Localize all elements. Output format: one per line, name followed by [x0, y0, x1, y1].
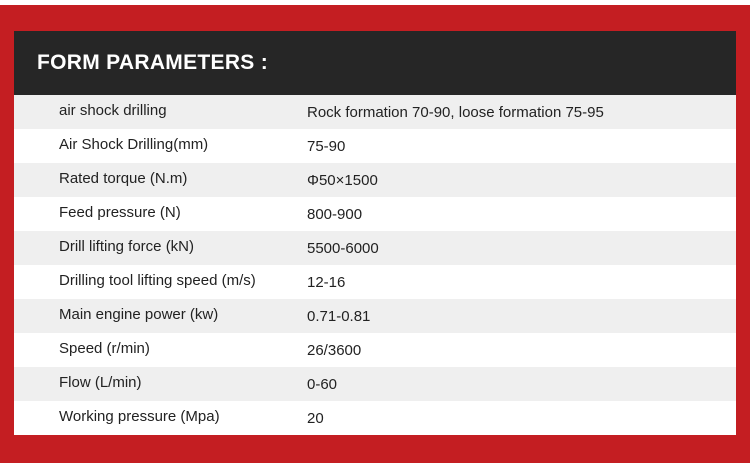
- row-label: Rated torque (N.m): [59, 169, 188, 187]
- table-row: [14, 401, 736, 435]
- row-value: 0-60: [307, 375, 338, 393]
- row-label: air shock drilling: [59, 101, 167, 119]
- table-row: [14, 197, 736, 231]
- table-row: [14, 129, 736, 163]
- table-row: [14, 299, 736, 333]
- table-header: [14, 31, 736, 95]
- parameters-table: [14, 95, 736, 435]
- row-value: 75-90: [307, 137, 346, 155]
- row-label: Flow (L/min): [59, 373, 142, 391]
- row-value: 800-900: [307, 205, 363, 223]
- row-value: 26/3600: [307, 341, 362, 359]
- row-label: Air Shock Drilling(mm): [59, 135, 209, 153]
- row-value: 12-16: [307, 273, 346, 291]
- parameters-panel: [14, 31, 736, 435]
- header-title: FORM PARAMETERS :: [37, 51, 269, 74]
- row-value: 20: [307, 409, 324, 427]
- row-label: Drilling tool lifting speed (m/s): [59, 271, 256, 289]
- row-value: 5500-6000: [307, 239, 379, 257]
- row-label: Speed (r/min): [59, 339, 150, 357]
- row-label: Working pressure (Mpa): [59, 407, 220, 425]
- row-value: Φ50×1500: [307, 171, 378, 189]
- row-value: Rock formation 70-90, loose formation 75-95: [307, 103, 604, 121]
- row-label: Drill lifting force (kN): [59, 237, 195, 255]
- table-row: [14, 95, 736, 129]
- table-row: [14, 231, 736, 265]
- row-value: 0.71-0.81: [307, 307, 371, 325]
- row-label: Feed pressure (N): [59, 203, 181, 221]
- row-label: Main engine power (kw): [59, 305, 219, 323]
- table-row: [14, 333, 736, 367]
- table-row: [14, 367, 736, 401]
- table-row: [14, 265, 736, 299]
- table-row: [14, 163, 736, 197]
- red-frame: [0, 5, 750, 463]
